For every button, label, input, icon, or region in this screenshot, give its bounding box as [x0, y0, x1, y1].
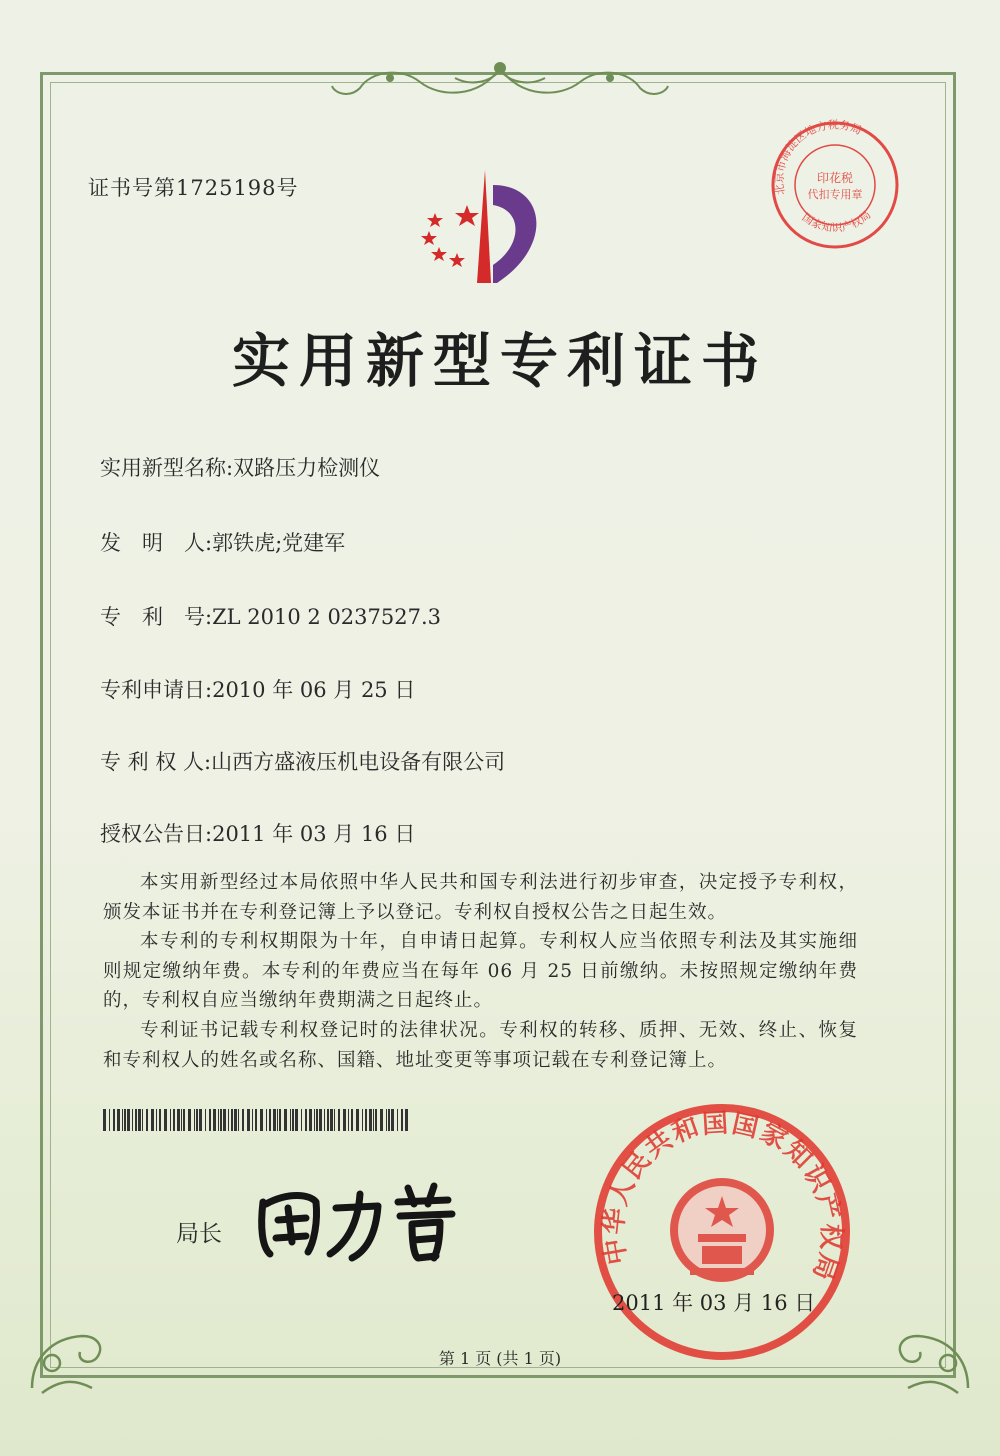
field-label: 专 利 号: — [100, 605, 213, 629]
field-inventors — [100, 527, 345, 557]
top-ornament — [330, 58, 670, 108]
field-utility-model-name — [100, 452, 380, 482]
svg-text:国家知识产权局: 国家知识产权局 — [799, 208, 874, 235]
field-patentee — [100, 746, 505, 776]
field-label: 专利申请日: — [100, 678, 213, 702]
field-label: 授权公告日: — [100, 822, 213, 846]
barcode-icon — [103, 1109, 408, 1131]
page-number: 第 1 页 (共 1 页) — [438, 1349, 562, 1368]
field-application-date — [100, 674, 415, 704]
field-value: ZL 2010 2 0237527.3 — [212, 605, 442, 629]
body-paragraph: 本专利的专利权期限为十年，自申请日起算。专利权人应当依照专利法及其实施细则规定缴纳年费。本专利的年费应当在每年 06 月 25 日前缴纳。未按照规定缴纳年费的，专利权自应当缴纳年费期满之日起终止。 — [103, 931, 858, 1012]
field-value: 2011 年 03 月 16 日 — [212, 822, 416, 846]
field-label: 实用新型名称: — [100, 456, 234, 480]
certificate-number-label: 证书号第 — [88, 176, 176, 200]
director-label: 局长 — [176, 1221, 222, 1247]
svg-text:代扣专用章: 代扣专用章 — [807, 188, 863, 201]
field-grant-date — [100, 818, 415, 848]
certificate-title: 实用新型专利证书 — [231, 327, 768, 395]
field-value: 郭铁虎;党建军 — [212, 531, 346, 555]
field-value: 山西方盛液压机电设备有限公司 — [211, 750, 506, 774]
director-signature — [248, 1172, 468, 1267]
body-paragraph: 本实用新型经过本局依照中华人民共和国专利法进行初步审查，决定授予专利权，颁发本证书并在专利登记簿上予以登记。专利权自授权公告之日起生效。 — [103, 872, 858, 923]
field-value: 双路压力检测仪 — [233, 456, 381, 480]
body-paragraph: 专利证书记载专利权登记时的法律状况。专利权的转移、质押、无效、终止、恢复和专利权人的姓名或名称、国籍、地址变更等事项记载在专利登记簿上。 — [103, 1019, 858, 1071]
field-label: 发 明 人: — [100, 531, 213, 555]
certificate-number — [88, 172, 299, 202]
patent-office-logo-icon — [405, 165, 555, 290]
certificate-number-value: 1725198 — [176, 176, 277, 200]
official-seal-icon — [590, 1100, 855, 1365]
field-value: 2010 年 06 月 25 日 — [212, 678, 416, 702]
field-patent-number — [100, 601, 441, 631]
issue-date: 2011 年 03 月 16 日 — [612, 1291, 816, 1315]
svg-text:印花税: 印花税 — [816, 171, 854, 185]
svg-text:中华人民共和国国家知识产权局: 中华人民共和国国家知识产权局 — [598, 1108, 847, 1286]
field-label: 专 利 权 人: — [100, 750, 212, 774]
svg-text:北京市海淀区地方税务局: 北京市海淀区地方税务局 — [772, 118, 864, 196]
certificate-body — [103, 868, 858, 1075]
tax-stamp-icon — [768, 118, 902, 252]
certificate-number-suffix: 号 — [276, 176, 299, 200]
